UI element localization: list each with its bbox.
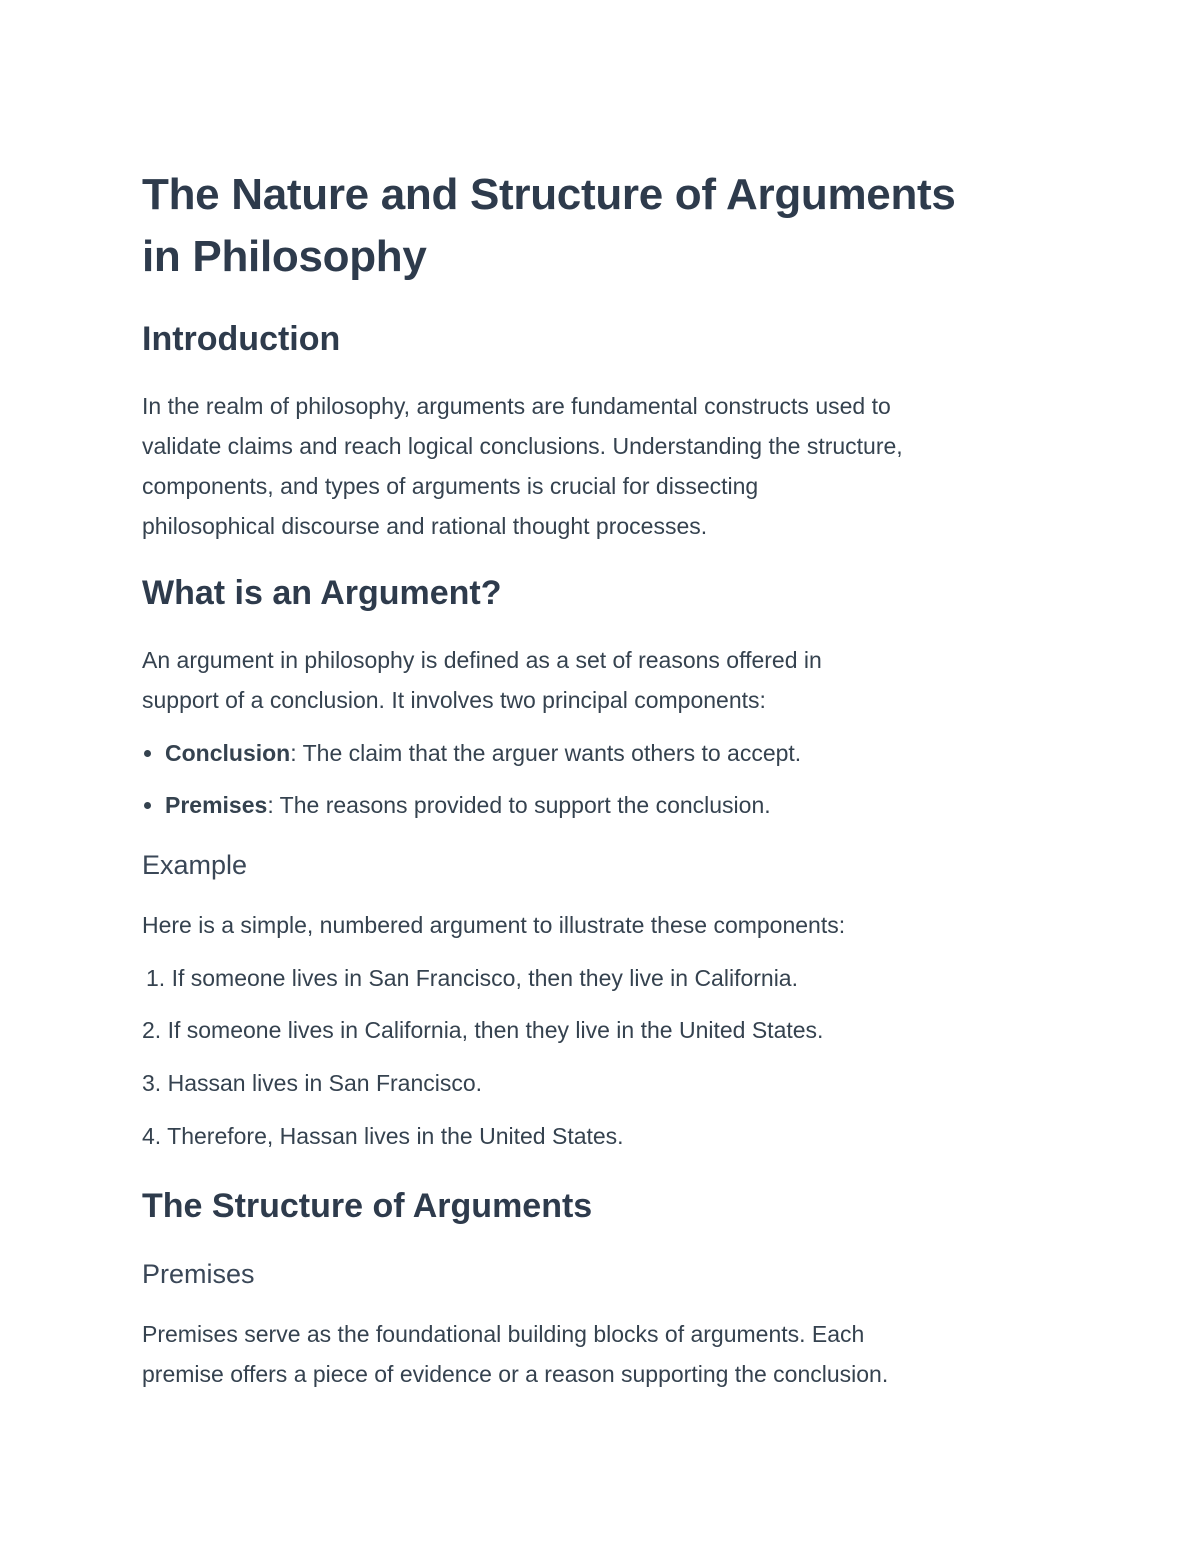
document-title	[142, 164, 956, 288]
heading-example: Example	[142, 850, 248, 880]
paragraph-line: Premises serve as the foundational building blocks of arguments. Each	[142, 1321, 865, 1347]
numbered-item	[142, 1116, 624, 1156]
item-text: If someone lives in California, then they live in the United States.	[167, 1017, 824, 1043]
paragraph-line: premise offers a piece of evidence or a reason supporting the conclusion.	[142, 1361, 889, 1387]
premises-paragraph	[142, 1314, 888, 1394]
item-number: 4.	[142, 1123, 162, 1149]
heading-premises: Premises	[142, 1259, 255, 1289]
paragraph-line: validate claims and reach logical conclusions. Understanding the structure,	[142, 433, 903, 459]
item-text: Hassan lives in San Francisco.	[167, 1070, 483, 1096]
item-text: Therefore, Hassan lives in the United States.	[167, 1123, 624, 1149]
paragraph-line: components, and types of arguments is crucial for dissecting	[142, 473, 759, 499]
bullet-text: : The reasons provided to support the conclusion.	[267, 792, 771, 818]
heading-what-is-argument: What is an Argument?	[142, 574, 502, 612]
bullet-text: : The claim that the arguer wants others to accept.	[290, 740, 802, 766]
bullet-term: Conclusion	[165, 740, 291, 766]
title-line: The Nature and Structure of Arguments	[142, 170, 956, 219]
bullet-icon	[144, 802, 151, 809]
item-number: 3.	[142, 1070, 162, 1096]
item-number: 2.	[142, 1017, 162, 1043]
numbered-item	[142, 1063, 482, 1103]
bullet-icon	[144, 750, 151, 757]
numbered-item	[142, 1010, 823, 1050]
item-text: If someone lives in San Francisco, then they live in California.	[171, 965, 798, 991]
intro-paragraph	[142, 386, 903, 546]
bullet-term: Premises	[165, 792, 268, 818]
bullet-item	[142, 785, 771, 825]
example-intro: Here is a simple, numbered argument to illustrate these components:	[142, 912, 846, 938]
numbered-item	[146, 958, 798, 998]
title-line: in Philosophy	[142, 232, 427, 281]
definition-paragraph	[142, 640, 822, 720]
paragraph-line: support of a conclusion. It involves two principal components:	[142, 687, 766, 713]
bullet-item	[142, 733, 801, 773]
paragraph-line: An argument in philosophy is defined as a set of reasons offered in	[142, 647, 822, 673]
heading-introduction: Introduction	[142, 320, 341, 358]
item-number: 1.	[146, 965, 166, 991]
paragraph-line: In the realm of philosophy, arguments are fundamental constructs used to	[142, 393, 891, 419]
paragraph-line: philosophical discourse and rational thought processes.	[142, 513, 708, 539]
heading-structure: The Structure of Arguments	[142, 1187, 593, 1225]
